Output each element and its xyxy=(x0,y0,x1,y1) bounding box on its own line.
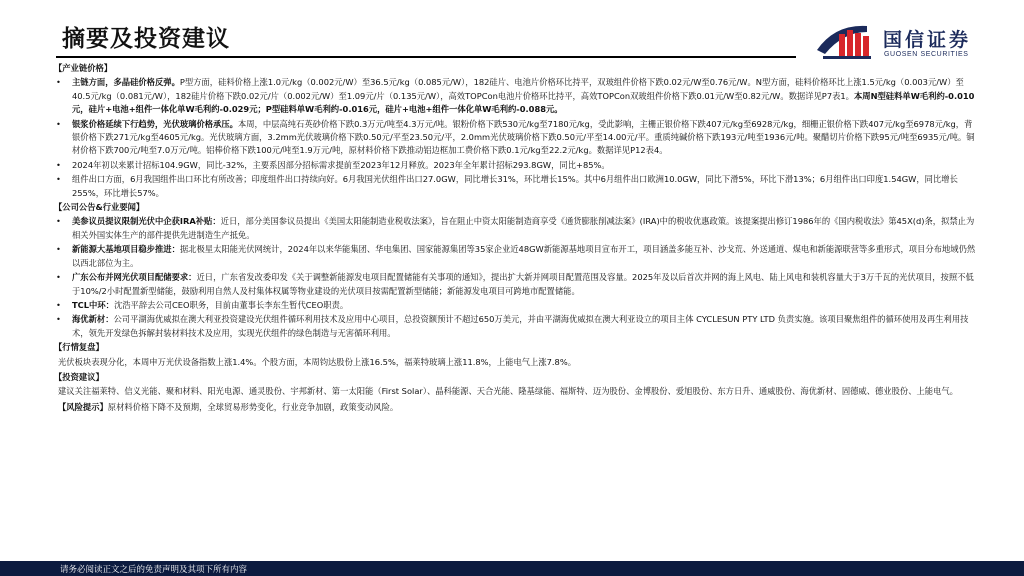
news-item-heading: 新能源大基地项目稳步推进： xyxy=(72,244,180,255)
news-item-text: 公司平湖海优威拟在澳大利亚投资建设光伏组件循环利用技术及应用中心项目，总投资额预计不超过650万美元，并由平湖海优威拟在澳大利亚设立的项目主体 CYCLESUN PTY LTD 负责实施。该项目聚焦组件的循环使用及再生利用技术，领先开发绿色拆解封装材料技术及应用，实现光伏组件的绿色制造与无害循环利用。 xyxy=(72,314,969,338)
section-title-market: 【行情复盘】 xyxy=(54,342,104,353)
news-item-heading: TCL中环： xyxy=(72,299,114,310)
news-item-heading: 广东公布并网光伏项目配储要求： xyxy=(72,272,197,283)
section-title-advice: 【投资建议】 xyxy=(54,371,104,382)
news-item xyxy=(58,313,978,340)
page-header xyxy=(0,0,1024,58)
logo-chinese-name: 国信证券 xyxy=(883,29,972,51)
industry-item xyxy=(58,118,978,158)
guosen-logo xyxy=(815,20,995,62)
page-title: 摘要及投资建议 xyxy=(62,26,230,52)
news-item xyxy=(58,243,978,270)
industry-item-text: 2024年初以来累计招标104.9GW，同比-32%，主要系因部分招标需求提前至2023年12月释放。2023年全年累计招标293.8GW，同比+85%。 xyxy=(72,159,610,170)
disclaimer-text: 请务必阅读正文之后的免责声明及其项下所有内容 xyxy=(60,565,248,575)
industry-item xyxy=(58,159,978,172)
industry-item xyxy=(58,173,978,200)
news-item-heading: 海优新材： xyxy=(72,314,114,325)
risk-warning-text: 原材料价格下降不及预期，全球贸易形势变化，行业竞争加剧，政策变动风险。 xyxy=(107,401,399,412)
section-title-news: 【公司公告&行业要闻】 xyxy=(54,202,145,213)
news-item xyxy=(58,271,978,298)
industry-item xyxy=(58,76,978,116)
news-item-text: 近日，部分美国参议员提出《美国太阳能制造业税收法案》，旨在阻止中资太阳能制造商享受《通货膨胀削减法案》(IRA)中的税收优惠政策。该提案提出修订1986年的《国内税收法》第45X(d)条，拟禁止为相关外国实体生产的部件提供先进制造生产抵免。 xyxy=(72,216,975,240)
section-title-risk: 【风险提示】 xyxy=(58,401,108,412)
industry-item-heading: 主链方面，多晶硅价格反弹。 xyxy=(72,77,180,88)
summary-content xyxy=(54,61,978,416)
title-divider xyxy=(56,56,796,58)
industry-item-text: P型方面，硅料价格上涨1.0元/kg（0.002元/W）至36.5元/kg（0.085元/W），182硅片、电池片价格环比持平，双玻组件价格下跌0.02元/W至0.76元/W。N型方面，硅料价格环比上涨1.5元/kg（0.003元/W）至40.5元/kg（0.081元/W），182硅片价格下跌0.02元/片（0.002元/W）至1.09元/片（0.135元/W），高效TOPCon电池片价格环比持平，高效TOPCon双玻组件价格下跌0.01元/W至0.82元/W。数据详见P7表1。 xyxy=(72,77,964,101)
section-title-industry: 【产业链价格】 xyxy=(54,63,113,73)
guosen-logo-mark-icon xyxy=(815,20,875,60)
news-item xyxy=(58,215,978,242)
investment-advice-text: 建议关注福莱特、信义光能、聚和材料、阳光电源、通灵股份、宇邦新材、第一太阳能（First Solar）、晶科能源、天合光能、隆基绿能、福斯特、迈为股份、金博股份、爱旭股份、东方日升、通威股份、海优新材、固德威、德业股份、上能电气。 xyxy=(58,386,958,397)
industry-item-margin-summary: 本周N型硅料单W毛利约-0.010元，硅片+电池+组件一体化单W毛利约-0.029元；P型硅料单W毛利约-0.016元，硅片+电池+组件一体化单W毛利约-0.088元。 xyxy=(72,90,975,115)
industry-item-heading: 银浆价格延续下行趋势，光伏玻璃价格承压。 xyxy=(72,118,238,129)
industry-item-text: 本周，中层高纯石英砂价格下跌0.3万元/吨至4.3万元/吨。银粉价格下跌530元/kg至7180元/kg，受此影响，主栅正银价格下跌407元/kg至6928元/kg，细栅正银价格下跌407元/kg至6978元/kg，背银价格下跌271元/kg至4605元/kg。光伏玻璃方面，3.2mm光伏玻璃价格下跌0.50元/平至23.50元/平，2.0mm光伏玻璃价格下跌0.50元/平至14.00元/平。重质纯碱价格下跌193元/吨至1936元/吨。聚醋切片价格下跌95元/吨至6935元/吨。铜材价格下跌700元/吨至7.0万元/吨。铝棒价格下跌100元/吨至1.9万元/吨，原材料价格下跌推动铝边框加工费价格下跌0.1元/kg至22.2元/kg。数据详见P12表4。 xyxy=(72,118,975,156)
news-item-text: 沈浩平辞去公司CEO职务，目前由董事长李东生暂代CEO职责。 xyxy=(113,299,349,310)
news-item xyxy=(58,299,978,312)
footer-bar xyxy=(0,561,1024,576)
risk-warning xyxy=(58,401,978,414)
news-item-heading: 美参议员提议限制光伏中企获IRA补贴： xyxy=(72,216,221,227)
market-review-text: 光伏板块表现分化，本周申万光伏设备指数上涨1.4%。个股方面，本周钧达股份上涨16.5%，福莱特玻璃上涨11.8%，上能电气上涨7.8%。 xyxy=(58,356,577,367)
news-item-text: 据北极星太阳能光伏网统计，2024年以来华能集团、华电集团、国家能源集团等35家企业近48GW新能源基地项目宣布开工，项目涵盖多能互补、沙戈荒、外送通道、煤电和新能源联营等多重形式，项目分布地域仍然以西北部位为主。 xyxy=(72,244,976,268)
industry-item-text: 组件出口方面，6月我国组件出口环比有所改善；印度组件出口持续向好。6月我国光伏组件出口27.0GW，同比增长31%，环比增长15%。其中6月组件出口欧洲10.0GW，同比下滑5%，环比下滑13%；6月组件出口印度1.54GW，同比增长255%，环比增长57%。 xyxy=(72,174,958,198)
news-item-text: 近日，广东省发改委印发《关于调整新能源发电项目配置储能有关事项的通知》，提出扩大新并网项目配置范围及容量。2025年及以后首次并网的海上风电、陆上风电和装机容量大于3万千瓦的光伏项目，按照不低于10%/2小时配置新型储能，鼓励利用自然人及村集体权属等物业建设的光伏项目按需配置新型储能；新能源发电项目可跨地市配置储能。 xyxy=(72,272,974,296)
logo-english-name: GUOSEN SECURITIES xyxy=(884,51,969,58)
